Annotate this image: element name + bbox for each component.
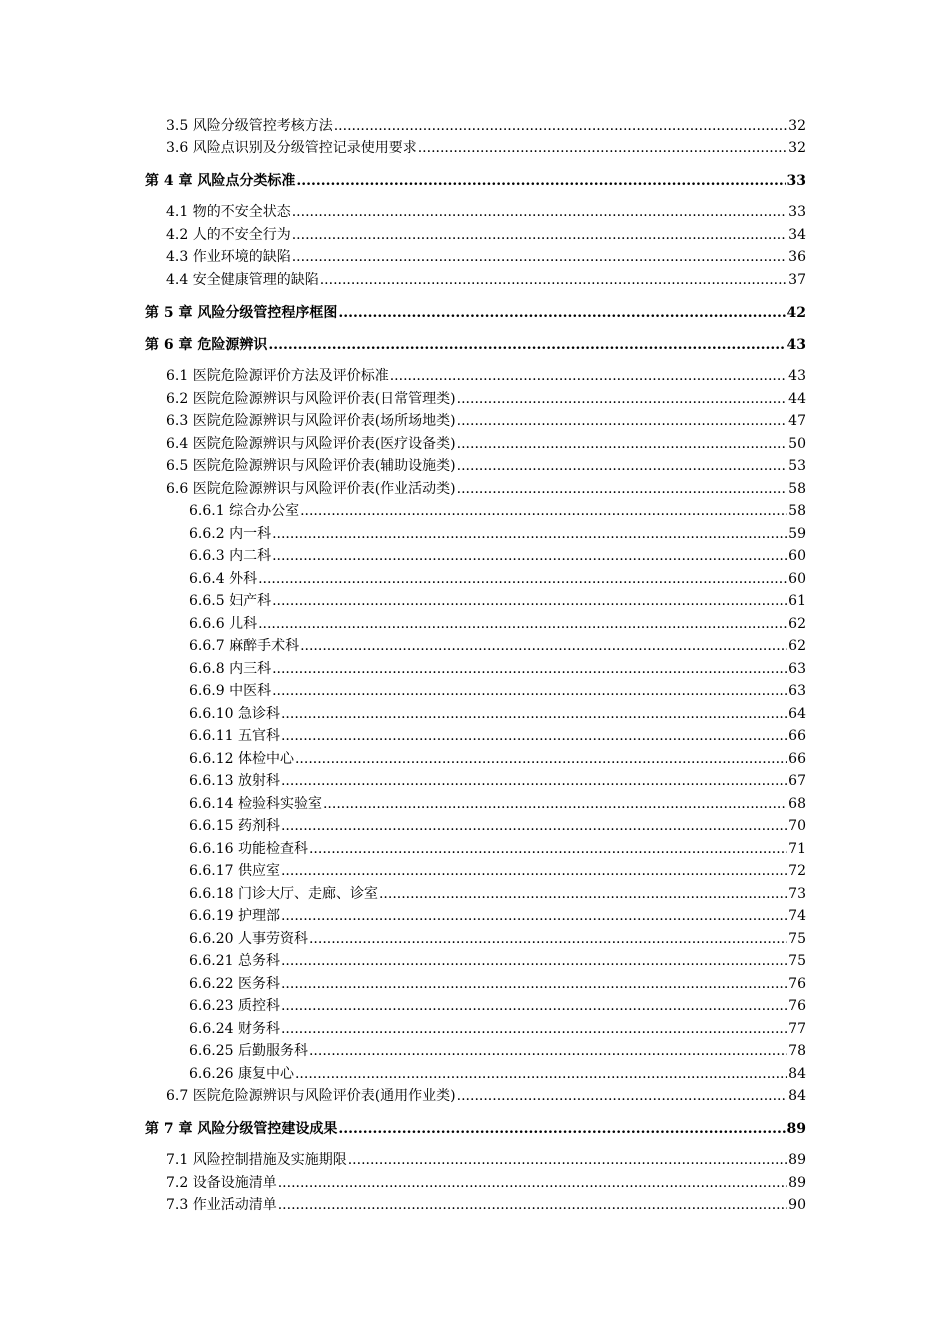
dot-leader	[418, 139, 787, 157]
toc-entry-title: 第 6 章 危险源辨识	[145, 337, 268, 353]
dot-leader	[278, 1174, 787, 1192]
toc-entry-title: 6.3 医院危险源辨识与风险评价表(场所场地类)	[166, 413, 456, 429]
toc-entry-title: 4.2 人的不安全行为	[166, 227, 291, 243]
dot-leader	[281, 727, 787, 745]
toc-entry-title: 7.2 设备设施清单	[166, 1175, 277, 1191]
toc-entry[interactable]	[189, 592, 806, 610]
toc-entry[interactable]	[166, 1151, 806, 1169]
toc-entry-page-number: 43	[788, 368, 806, 384]
dot-leader	[268, 336, 785, 354]
toc-entry-title: 6.6.11 五官科	[189, 728, 280, 744]
toc-entry-page-number: 50	[788, 436, 806, 452]
toc-entry-page-number: 77	[788, 1021, 806, 1037]
toc-entry-title: 6.6.2 内一科	[189, 526, 272, 542]
toc-entry-title: 6.6.5 妇产科	[189, 593, 272, 609]
dot-leader	[278, 1196, 787, 1214]
toc-entry[interactable]	[189, 975, 806, 993]
toc-entry-page-number: 72	[788, 863, 806, 879]
toc-entry[interactable]	[166, 117, 806, 135]
toc-entry[interactable]	[189, 862, 806, 880]
toc-entry[interactable]	[189, 750, 806, 768]
toc-entry[interactable]	[189, 727, 806, 745]
toc-chapter-entry[interactable]	[145, 304, 806, 322]
dot-leader	[258, 615, 787, 633]
toc-entry-page-number: 84	[788, 1088, 806, 1104]
toc-entry-title: 6.6.22 医务科	[189, 976, 280, 992]
dot-leader	[457, 480, 788, 498]
toc-entry[interactable]	[189, 547, 806, 565]
dot-leader	[338, 304, 785, 322]
toc-entry-title: 6.2 医院危险源辨识与风险评价表(日常管理类)	[166, 391, 456, 407]
toc-chapter-entry[interactable]	[145, 1120, 806, 1138]
toc-entry[interactable]	[166, 248, 806, 266]
dot-leader	[390, 367, 787, 385]
toc-entry[interactable]	[189, 840, 806, 858]
dot-leader	[323, 795, 787, 813]
toc-entry-title: 6.6.6 儿科	[189, 616, 258, 632]
toc-entry[interactable]	[189, 660, 806, 678]
toc-entry-page-number: 58	[788, 481, 806, 497]
toc-entry-title: 4.4 安全健康管理的缺陷	[166, 272, 319, 288]
toc-entry-title: 6.6.13 放射科	[189, 773, 280, 789]
toc-entry-title: 6.6.12 体检中心	[189, 751, 294, 767]
dot-leader	[272, 592, 787, 610]
toc-entry-page-number: 76	[788, 998, 806, 1014]
toc-entry-title: 4.3 作业环境的缺陷	[166, 249, 291, 265]
dot-leader	[272, 660, 787, 678]
toc-entry-title: 第 7 章 风险分级管控建设成果	[145, 1121, 338, 1137]
toc-entry[interactable]	[189, 772, 806, 790]
toc-entry[interactable]	[166, 226, 806, 244]
toc-entry-title: 6.4 医院危险源辨识与风险评价表(医疗设备类)	[166, 436, 456, 452]
toc-entry[interactable]	[189, 705, 806, 723]
toc-entry-title: 3.6 风险点识别及分级管控记录使用要求	[166, 140, 417, 156]
toc-entry-page-number: 37	[788, 272, 806, 288]
toc-entry[interactable]	[166, 367, 806, 385]
toc-entry-page-number: 44	[788, 391, 806, 407]
toc-entry[interactable]	[166, 203, 806, 221]
toc-entry-title: 6.6.26 康复中心	[189, 1066, 294, 1082]
toc-entry-page-number: 63	[788, 661, 806, 677]
toc-entry-title: 第 5 章 风险分级管控程序框图	[145, 305, 338, 321]
dot-leader	[309, 930, 787, 948]
toc-entry-title: 6.6.15 药剂科	[189, 818, 280, 834]
toc-entry[interactable]	[189, 1065, 806, 1083]
dot-leader	[281, 817, 787, 835]
toc-entry-title: 7.1 风险控制措施及实施期限	[166, 1152, 347, 1168]
dot-leader	[281, 997, 787, 1015]
dot-leader	[272, 547, 787, 565]
toc-entry-title: 6.6.7 麻醉手术科	[189, 638, 300, 654]
toc-entry[interactable]	[189, 570, 806, 588]
toc-entry-title: 6.5 医院危险源辨识与风险评价表(辅助设施类)	[166, 458, 456, 474]
toc-entry-title: 6.6.17 供应室	[189, 863, 280, 879]
toc-entry-page-number: 89	[788, 1175, 806, 1191]
toc-entry-page-number: 66	[788, 751, 806, 767]
toc-chapter-entry[interactable]	[145, 336, 806, 354]
toc-entry[interactable]	[166, 1196, 806, 1214]
toc-entry-page-number: 32	[788, 140, 806, 156]
toc-entry[interactable]	[166, 457, 806, 475]
dot-leader	[281, 1020, 787, 1038]
dot-leader	[292, 226, 787, 244]
toc-entry-title: 6.6 医院危险源辨识与风险评价表(作业活动类)	[166, 481, 456, 497]
dot-leader	[281, 907, 787, 925]
toc-entry-title: 6.6.1 综合办公室	[189, 503, 300, 519]
toc-entry[interactable]	[189, 997, 806, 1015]
toc-entry-title: 6.7 医院危险源辨识与风险评价表(通用作业类)	[166, 1088, 456, 1104]
toc-entry-page-number: 68	[788, 796, 806, 812]
toc-entry-title: 6.6.18 门诊大厅、走廊、诊室	[189, 886, 378, 902]
toc-entry[interactable]	[189, 682, 806, 700]
dot-leader	[309, 1042, 787, 1060]
toc-entry-title: 3.5 风险分级管控考核方法	[166, 118, 333, 134]
toc-entry-title: 4.1 物的不安全状态	[166, 204, 291, 220]
dot-leader	[300, 637, 787, 655]
toc-entry-page-number: 73	[788, 886, 806, 902]
toc-entry-title: 6.6.16 功能检查科	[189, 841, 308, 857]
toc-entry-page-number: 75	[788, 953, 806, 969]
dot-leader	[292, 203, 787, 221]
toc-entry[interactable]	[189, 885, 806, 903]
toc-entry-page-number: 60	[788, 548, 806, 564]
toc-entry-page-number: 36	[788, 249, 806, 265]
toc-entry-page-number: 76	[788, 976, 806, 992]
dot-leader	[272, 525, 787, 543]
dot-leader	[457, 1087, 788, 1105]
toc-chapter-entry[interactable]	[145, 172, 806, 190]
dot-leader	[338, 1120, 785, 1138]
toc-entry-page-number: 74	[788, 908, 806, 924]
dot-leader	[281, 862, 787, 880]
dot-leader	[258, 570, 787, 588]
dot-leader	[292, 248, 787, 266]
toc-entry[interactable]	[166, 139, 806, 157]
dot-leader	[281, 952, 787, 970]
toc-entry-page-number: 64	[788, 706, 806, 722]
toc-entry-title: 6.6.20 人事劳资科	[189, 931, 308, 947]
toc-entry[interactable]	[189, 502, 806, 520]
dot-leader	[272, 682, 787, 700]
toc-entry-page-number: 47	[788, 413, 806, 429]
toc-entry-page-number: 53	[788, 458, 806, 474]
dot-leader	[457, 457, 788, 475]
toc-entry-title: 7.3 作业活动清单	[166, 1197, 277, 1213]
toc-entry-title: 6.6.4 外科	[189, 571, 258, 587]
toc-entry-page-number: 59	[788, 526, 806, 542]
toc-entry-page-number: 67	[788, 773, 806, 789]
toc-entry-page-number: 43	[786, 337, 806, 353]
toc-entry-title: 6.6.9 中医科	[189, 683, 272, 699]
toc-entry-page-number: 70	[788, 818, 806, 834]
toc-entry[interactable]	[189, 952, 806, 970]
toc-entry-page-number: 89	[786, 1121, 806, 1137]
toc-entry[interactable]	[166, 412, 806, 430]
toc-entry-page-number: 71	[788, 841, 806, 857]
toc-entry[interactable]	[189, 615, 806, 633]
toc-entry[interactable]	[189, 795, 806, 813]
dot-leader	[295, 750, 787, 768]
toc-entry-page-number: 61	[788, 593, 806, 609]
toc-entry-page-number: 66	[788, 728, 806, 744]
toc-entry-page-number: 62	[788, 638, 806, 654]
toc-entry-title: 6.6.24 财务科	[189, 1021, 280, 1037]
dot-leader	[457, 412, 788, 430]
toc-entry-page-number: 60	[788, 571, 806, 587]
dot-leader	[334, 117, 787, 135]
toc-entry-page-number: 89	[788, 1152, 806, 1168]
toc-entry[interactable]	[189, 907, 806, 925]
dot-leader	[309, 840, 787, 858]
toc-entry[interactable]	[166, 480, 806, 498]
dot-leader	[281, 975, 787, 993]
toc-entry[interactable]	[166, 1087, 806, 1105]
toc-entry[interactable]	[166, 1174, 806, 1192]
toc-entry[interactable]	[166, 271, 806, 289]
dot-leader	[457, 435, 788, 453]
toc-entry[interactable]	[189, 930, 806, 948]
toc-entry-title: 6.6.8 内三科	[189, 661, 272, 677]
toc-entry-page-number: 32	[788, 118, 806, 134]
toc-entry-title: 6.6.3 内二科	[189, 548, 272, 564]
toc-entry-page-number: 63	[788, 683, 806, 699]
toc-entry-page-number: 42	[786, 305, 806, 321]
toc-entry[interactable]	[189, 1042, 806, 1060]
dot-leader	[281, 772, 787, 790]
toc-entry-title: 6.6.23 质控科	[189, 998, 280, 1014]
toc-entry-title: 6.6.19 护理部	[189, 908, 280, 924]
dot-leader	[295, 1065, 787, 1083]
toc-entry-page-number: 33	[788, 204, 806, 220]
dot-leader	[379, 885, 787, 903]
toc-entry-title: 6.6.14 检验科实验室	[189, 796, 322, 812]
dot-leader	[348, 1151, 787, 1169]
toc-entry-page-number: 58	[788, 503, 806, 519]
toc-entry-page-number: 62	[788, 616, 806, 632]
toc-entry[interactable]	[189, 525, 806, 543]
toc-entry[interactable]	[166, 390, 806, 408]
toc-entry-title: 6.6.21 总务科	[189, 953, 280, 969]
toc-entry-page-number: 84	[788, 1066, 806, 1082]
toc-entry-title: 6.6.10 急诊科	[189, 706, 280, 722]
toc-entry[interactable]	[189, 817, 806, 835]
dot-leader	[281, 705, 787, 723]
toc-entry[interactable]	[189, 1020, 806, 1038]
toc-entry[interactable]	[189, 637, 806, 655]
toc-entry-page-number: 78	[788, 1043, 806, 1059]
toc-entry-title: 6.1 医院危险源评价方法及评价标准	[166, 368, 389, 384]
toc-entry-title: 6.6.25 后勤服务科	[189, 1043, 308, 1059]
dot-leader	[320, 271, 787, 289]
toc-entry-page-number: 33	[786, 173, 806, 189]
toc-entry-page-number: 34	[788, 227, 806, 243]
dot-leader	[457, 390, 788, 408]
toc-entry-page-number: 90	[788, 1197, 806, 1213]
dot-leader	[300, 502, 787, 520]
dot-leader	[296, 172, 785, 190]
toc-entry[interactable]	[166, 435, 806, 453]
toc-entry-title: 第 4 章 风险点分类标准	[145, 173, 296, 189]
toc-entry-page-number: 75	[788, 931, 806, 947]
